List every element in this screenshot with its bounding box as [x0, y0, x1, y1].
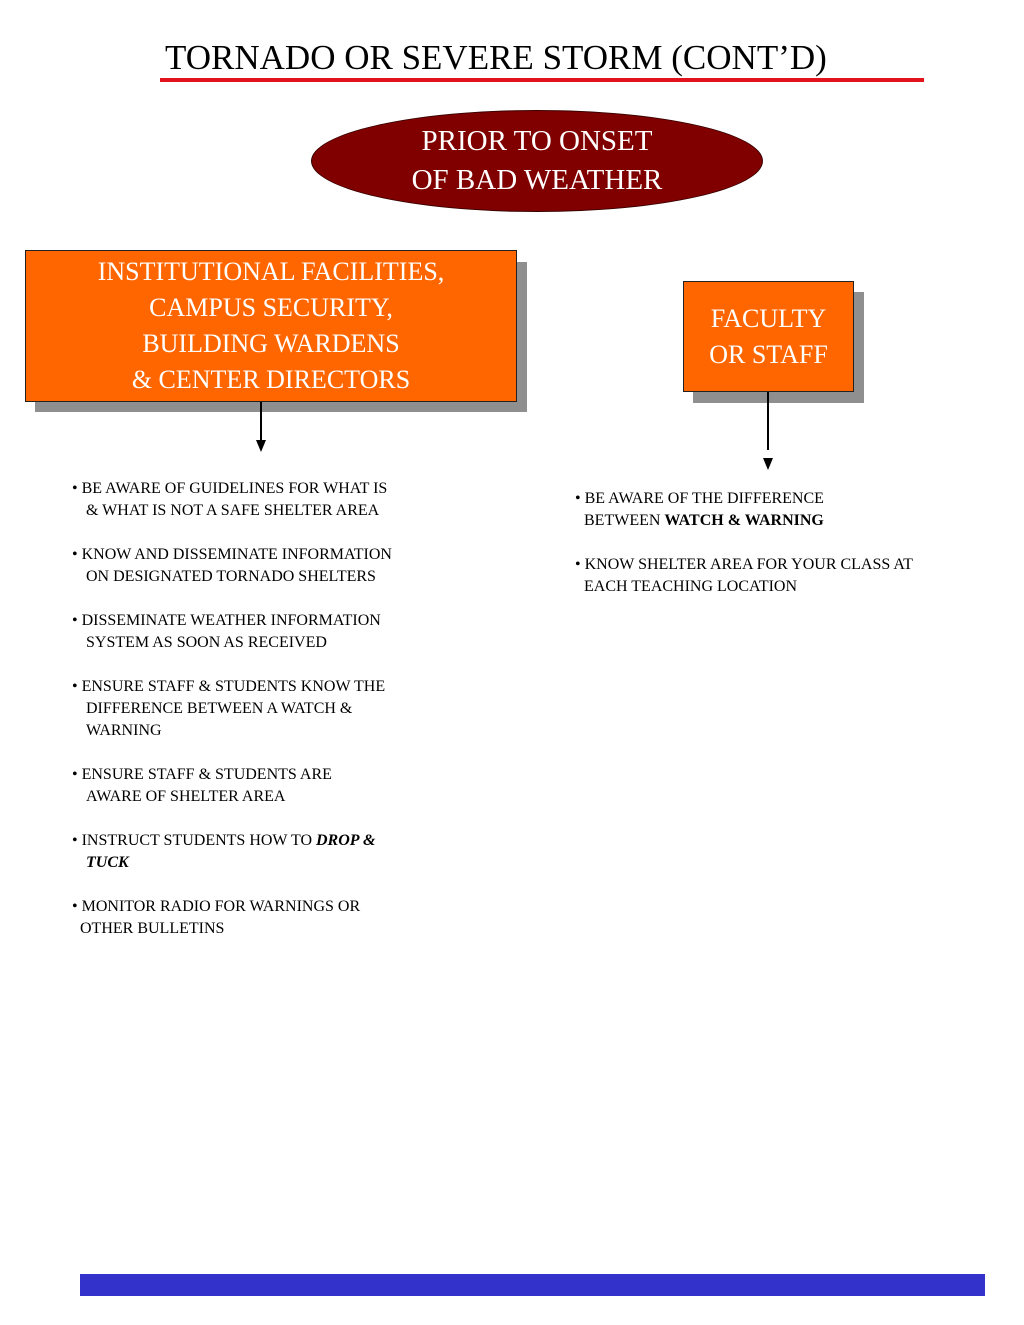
list-item-line: [575, 510, 913, 532]
list-item-line: • DISSEMINATE WEATHER INFORMATION: [72, 612, 381, 629]
left-box-line-2: CAMPUS SECURITY,: [149, 293, 393, 322]
list-item: [72, 478, 392, 522]
phase-oval-line-1: PRIOR TO ONSET: [421, 125, 653, 157]
list-item-line: • MONITOR RADIO FOR WARNINGS OR: [72, 898, 361, 915]
left-arrow-line: [260, 402, 262, 440]
list-item-line: DIFFERENCE BETWEEN A WATCH &: [86, 700, 353, 717]
list-item-line: [72, 852, 392, 874]
list-item-text: • INSTRUCT STUDENTS HOW TO: [72, 832, 316, 849]
list-item: [72, 544, 392, 588]
right-arrow-line: [767, 392, 769, 450]
faculty-staff-box: [683, 281, 854, 392]
page-title: TORNADO OR SEVERE STORM (CONT’D): [165, 38, 827, 77]
list-item-line: ON DESIGNATED TORNADO SHELTERS: [86, 568, 376, 585]
institutional-facilities-box: [25, 250, 517, 402]
list-item: [72, 764, 392, 808]
institutional-bullet-list: [72, 478, 392, 962]
list-item: [72, 610, 392, 654]
bottom-bar: [80, 1274, 985, 1296]
list-item-line: • ENSURE STAFF & STUDENTS KNOW THE: [72, 678, 386, 695]
list-item-line: • BE AWARE OF GUIDELINES FOR WHAT IS: [72, 480, 388, 497]
list-item-line: [72, 830, 392, 852]
list-item-line: OTHER BULLETINS: [80, 920, 225, 937]
left-box-line-4: & CENTER DIRECTORS: [131, 365, 411, 394]
phase-oval: [311, 110, 763, 212]
list-item: [575, 554, 913, 598]
left-box-line-1: INSTITUTIONAL FACILITIES,: [97, 257, 445, 286]
list-item-line: • KNOW AND DISSEMINATE INFORMATION: [72, 546, 392, 563]
list-item-line: SYSTEM AS SOON AS RECEIVED: [86, 634, 327, 651]
list-item-line: WARNING: [86, 722, 162, 739]
list-item-line: • BE AWARE OF THE DIFFERENCE: [575, 490, 824, 507]
list-item: [575, 488, 913, 532]
list-item-text: BETWEEN: [584, 512, 665, 529]
list-item: [72, 676, 392, 742]
right-box-line-1: FACULTY: [710, 303, 827, 333]
left-box-line-3: BUILDING WARDENS: [142, 329, 400, 358]
right-arrow-head: [763, 458, 773, 470]
list-item-line: AWARE OF SHELTER AREA: [86, 788, 286, 805]
list-item-line: & WHAT IS NOT A SAFE SHELTER AREA: [86, 502, 380, 519]
right-box-line-2: OR STAFF: [709, 339, 828, 369]
drop-tuck-emphasis: TUCK: [86, 854, 129, 871]
list-item-line: • KNOW SHELTER AREA FOR YOUR CLASS AT: [575, 556, 913, 573]
list-item: [72, 896, 392, 940]
left-arrow-head: [256, 440, 266, 452]
phase-oval-line-2: OF BAD WEATHER: [411, 164, 663, 196]
watch-warning-emphasis: WATCH & WARNING: [664, 512, 824, 529]
title-underline: [160, 78, 924, 82]
faculty-bullet-list: [575, 488, 913, 620]
drop-tuck-emphasis: DROP &: [316, 832, 376, 849]
list-item-line: EACH TEACHING LOCATION: [584, 578, 798, 595]
list-item-line: • ENSURE STAFF & STUDENTS ARE: [72, 766, 332, 783]
list-item: [72, 830, 392, 874]
